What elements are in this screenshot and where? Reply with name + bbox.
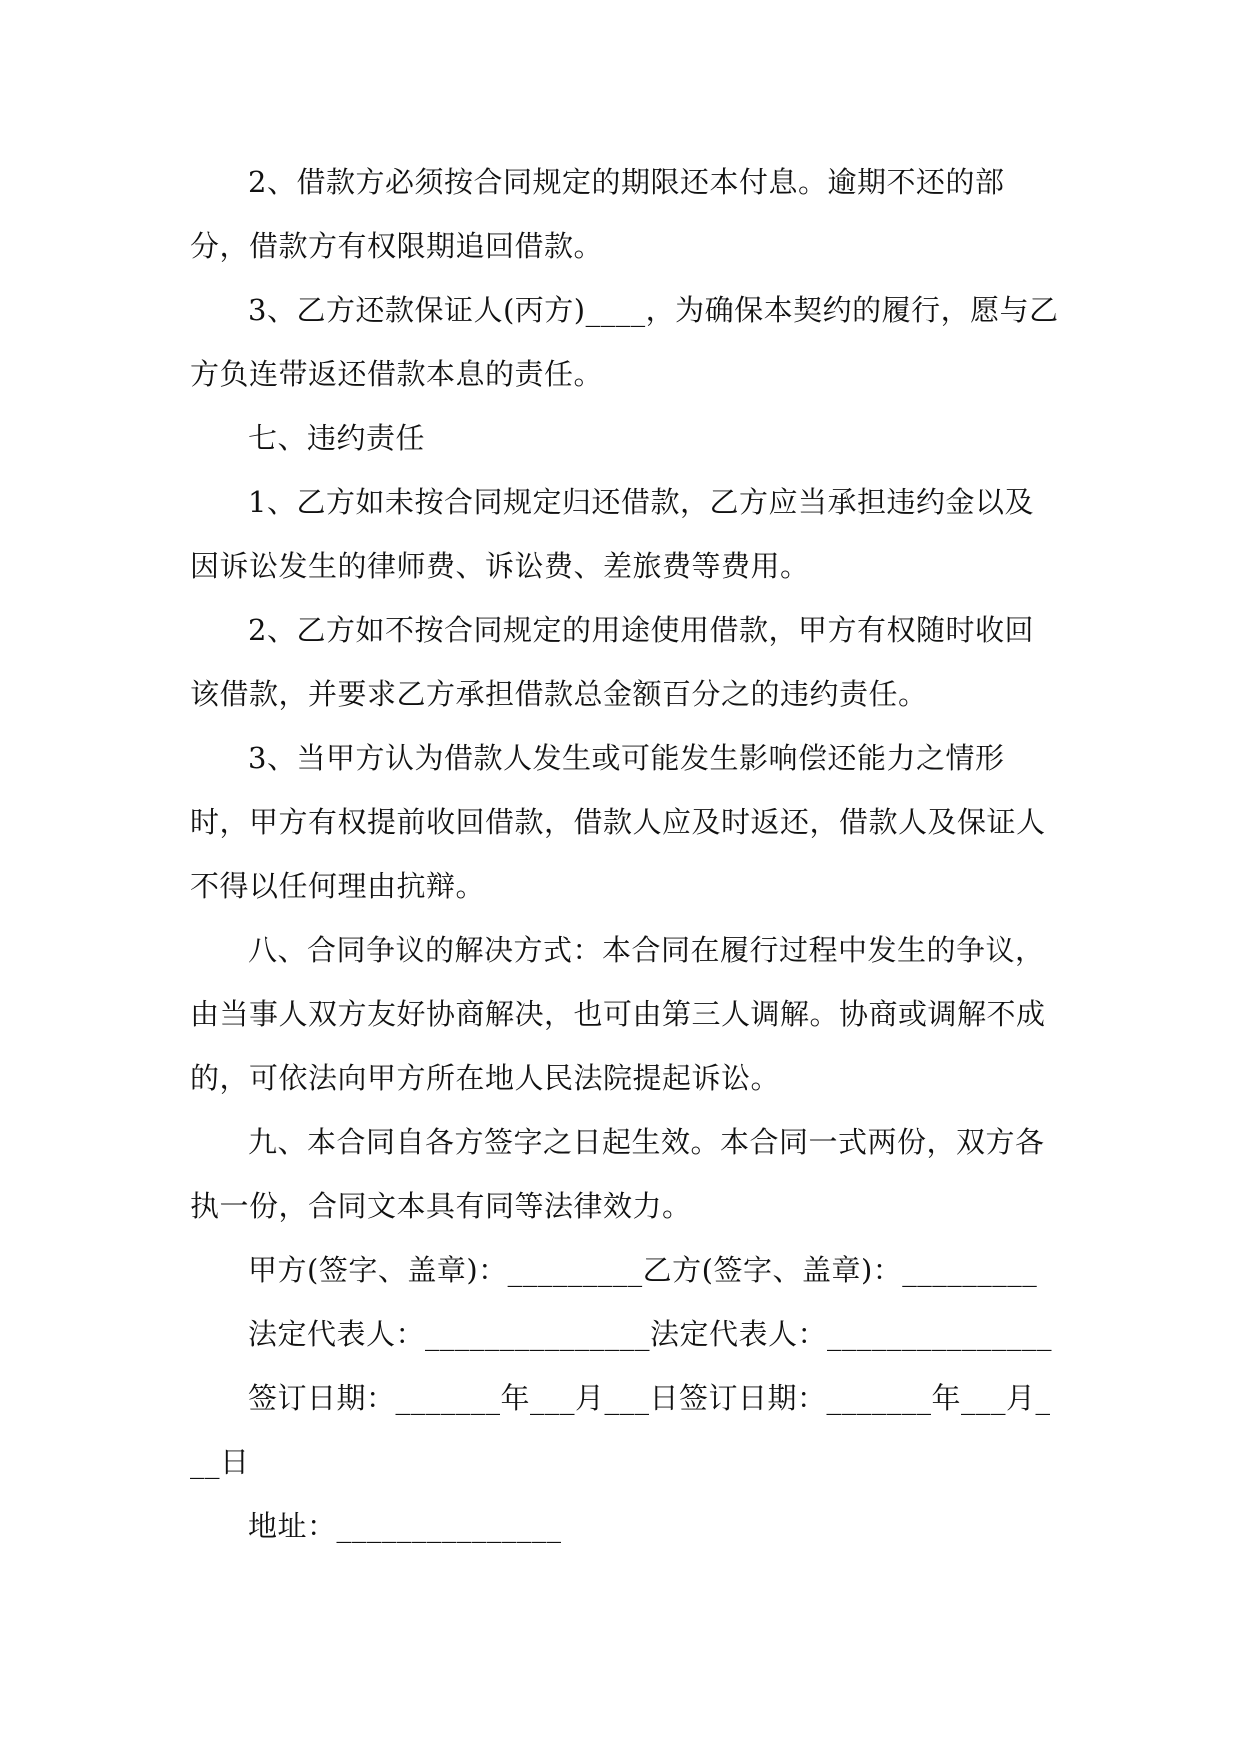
paragraph-breach-3: 3、当甲方认为借款人发生或可能发生影响偿还能力之情形时，甲方有权提前收回借款，借款人应及时返还，借款人及保证人不得以任何理由抗辩。 [190, 741, 1046, 903]
paragraph-breach-1: 1、乙方如未按合同规定归还借款，乙方应当承担违约金以及因诉讼发生的律师费、诉讼费、差旅费等费用。 [190, 485, 1034, 583]
signature-parties-line: 甲方(签字、盖章)：_________乙方(签字、盖章)：_________ [248, 1253, 1038, 1287]
paragraph-repayment-deadline: 2、借款方必须按合同规定的期限还本付息。逾期不还的部分，借款方有权限期追回借款。 [190, 165, 1005, 263]
signature-representatives-line: 法定代表人：_______________法定代表人：_______________ [248, 1317, 1053, 1351]
paragraph-guarantor: 3、乙方还款保证人(丙方)____，为确保本契约的履行，愿与乙方负连带返还借款本息的责任。 [190, 293, 1059, 391]
paragraph-dispute-resolution: 八、合同争议的解决方式：本合同在履行过程中发生的争议，由当事人双方友好协商解决，也可由第三人调解。协商或调解不成的，可依法向甲方所在地人民法院提起诉讼。 [190, 933, 1046, 1095]
paragraph-breach-2: 2、乙方如不按合同规定的用途使用借款，甲方有权随时收回该借款，并要求乙方承担借款总金额百分之的违约责任。 [190, 613, 1034, 711]
signature-date-line: 签订日期：_______年___月___日签订日期：_______年___月___日 [190, 1381, 1051, 1479]
signature-address-line: 地址：_______________ [248, 1509, 562, 1543]
document-page [190, 150, 1060, 1558]
section-heading-breach: 七、违约责任 [248, 421, 426, 455]
paragraph-effectiveness: 九、本合同自各方签字之日起生效。本合同一式两份，双方各执一份，合同文本具有同等法律效力。 [190, 1125, 1045, 1223]
